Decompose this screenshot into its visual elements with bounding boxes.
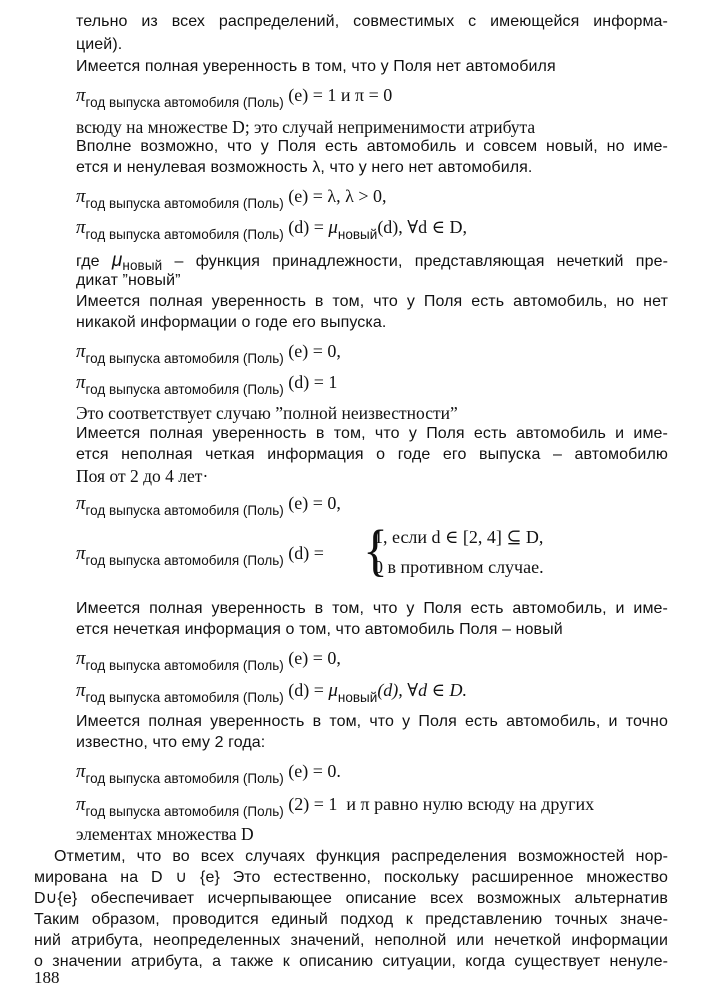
text-line: ется нечеткая информация о том, что автомобиль Поля – новый bbox=[76, 621, 563, 638]
text-line: известно, что ему 2 года: bbox=[76, 734, 266, 751]
formula-11: $\pi_{год выпуска автомобиля (Поль)}$ (2) = 1 и π равно нулю всюду на других bbox=[76, 794, 595, 819]
text-line: ется и ненулевая возможность λ, что у него нет автомобиля. bbox=[76, 159, 533, 176]
text-line: Поя от 2 до 4 лет· bbox=[76, 466, 209, 486]
paragraph-line: D∪{e} обеспечивает исчерпывающее описание всех возможных альтернатив bbox=[34, 890, 668, 907]
text-line: Имеется полная уверенность в том, что у Поля есть автомобиль и име- bbox=[76, 425, 668, 442]
formula-4: $\pi_{год выпуска автомобиля (Поль)}$ (e) = 0, bbox=[76, 341, 341, 366]
formula-10: $\pi_{год выпуска автомобиля (Поль)}$ (e) = 0. bbox=[76, 761, 341, 786]
text-line: цией). bbox=[76, 36, 123, 53]
paragraph-line: ний атрибута, неопределенных значений, неполной или нечеткой информации bbox=[34, 932, 668, 949]
text-line: Это соответствует случаю ”полной неизвестности” bbox=[76, 403, 458, 423]
formula-8: $\pi_{год выпуска автомобиля (Поль)}$ (e) = 0, bbox=[76, 648, 341, 673]
text-line: всюду на множестве D; это случай неприменимости атрибута bbox=[76, 117, 536, 137]
case-line-1: 1, если d ∈ [2, 4] ⊆ D, bbox=[374, 527, 544, 547]
paragraph-line: Отметим, что во всех случаях функция распределения возможностей нор- bbox=[54, 848, 668, 865]
formula-2: $\pi_{год выпуска автомобиля (Поль)}$ (e) = λ, λ > 0, bbox=[76, 186, 387, 211]
paragraph-line: о значении атрибута, а также к описанию ситуации, когда существует ненуле- bbox=[34, 953, 668, 970]
formula-6: $\pi_{год выпуска автомобиля (Поль)}$ (e) = 0, bbox=[76, 493, 341, 518]
text-line: Имеется полная уверенность в том, что у Поля есть автомобиль, и име- bbox=[76, 600, 668, 617]
text-line: ется неполная четкая информация о годе его выпуска – автомобилю bbox=[76, 446, 668, 463]
text-line: Вполне возможно, что у Поля есть автомобиль и совсем новый, но име- bbox=[76, 138, 668, 155]
text-line: Имеется полная уверенность в том, что у Поля есть автомобиль, и точно bbox=[76, 713, 668, 730]
text-line: Имеется полная уверенность в том, что у Поля нет автомобиля bbox=[76, 58, 556, 75]
text-line: тельно из всех распределений, совместимых с имеющейся информа- bbox=[76, 13, 668, 30]
formula-1: $\pi_{год выпуска автомобиля (Поль)}$ (e) = 1 и π = 0 bbox=[76, 85, 393, 110]
text-line: дикат ”новый” bbox=[76, 272, 181, 289]
text-line: никакой информации о годе его выпуска. bbox=[76, 314, 387, 331]
text-line: где $\mu_{новый}$ – функция принадлежности, представляющая нечеткий пре- bbox=[76, 250, 668, 273]
text-line: Имеется полная уверенность в том, что у Поля есть автомобиль, но нет bbox=[76, 293, 668, 310]
text-line: элементах множества D bbox=[76, 824, 254, 844]
formula-9: $\pi_{год выпуска автомобиля (Поль)}$ $(d) = \mu_{новый}(d)$, ∀d ∈ D. bbox=[76, 680, 467, 705]
case-line-2: 0 в противном случае. bbox=[374, 557, 544, 577]
formula-3: $\pi_{год выпуска автомобиля (Поль)}$ $(d) = \mu_{новый}(d)$, ∀d ∈ D, bbox=[76, 217, 467, 242]
paragraph-line: мирована на D ∪ {e} Это естественно, поскольку расширенное множество bbox=[34, 869, 668, 886]
paragraph-line: Таким образом, проводится единый подход к представлению точных значе- bbox=[34, 911, 668, 928]
page-number: 188 bbox=[34, 968, 60, 987]
formula-5: $\pi_{год выпуска автомобиля (Поль)}$ (d) = 1 bbox=[76, 372, 338, 397]
cases-brace: { bbox=[363, 520, 388, 583]
formula-7: $\pi_{год выпуска автомобиля (Поль)}$ (d) = bbox=[76, 543, 324, 568]
